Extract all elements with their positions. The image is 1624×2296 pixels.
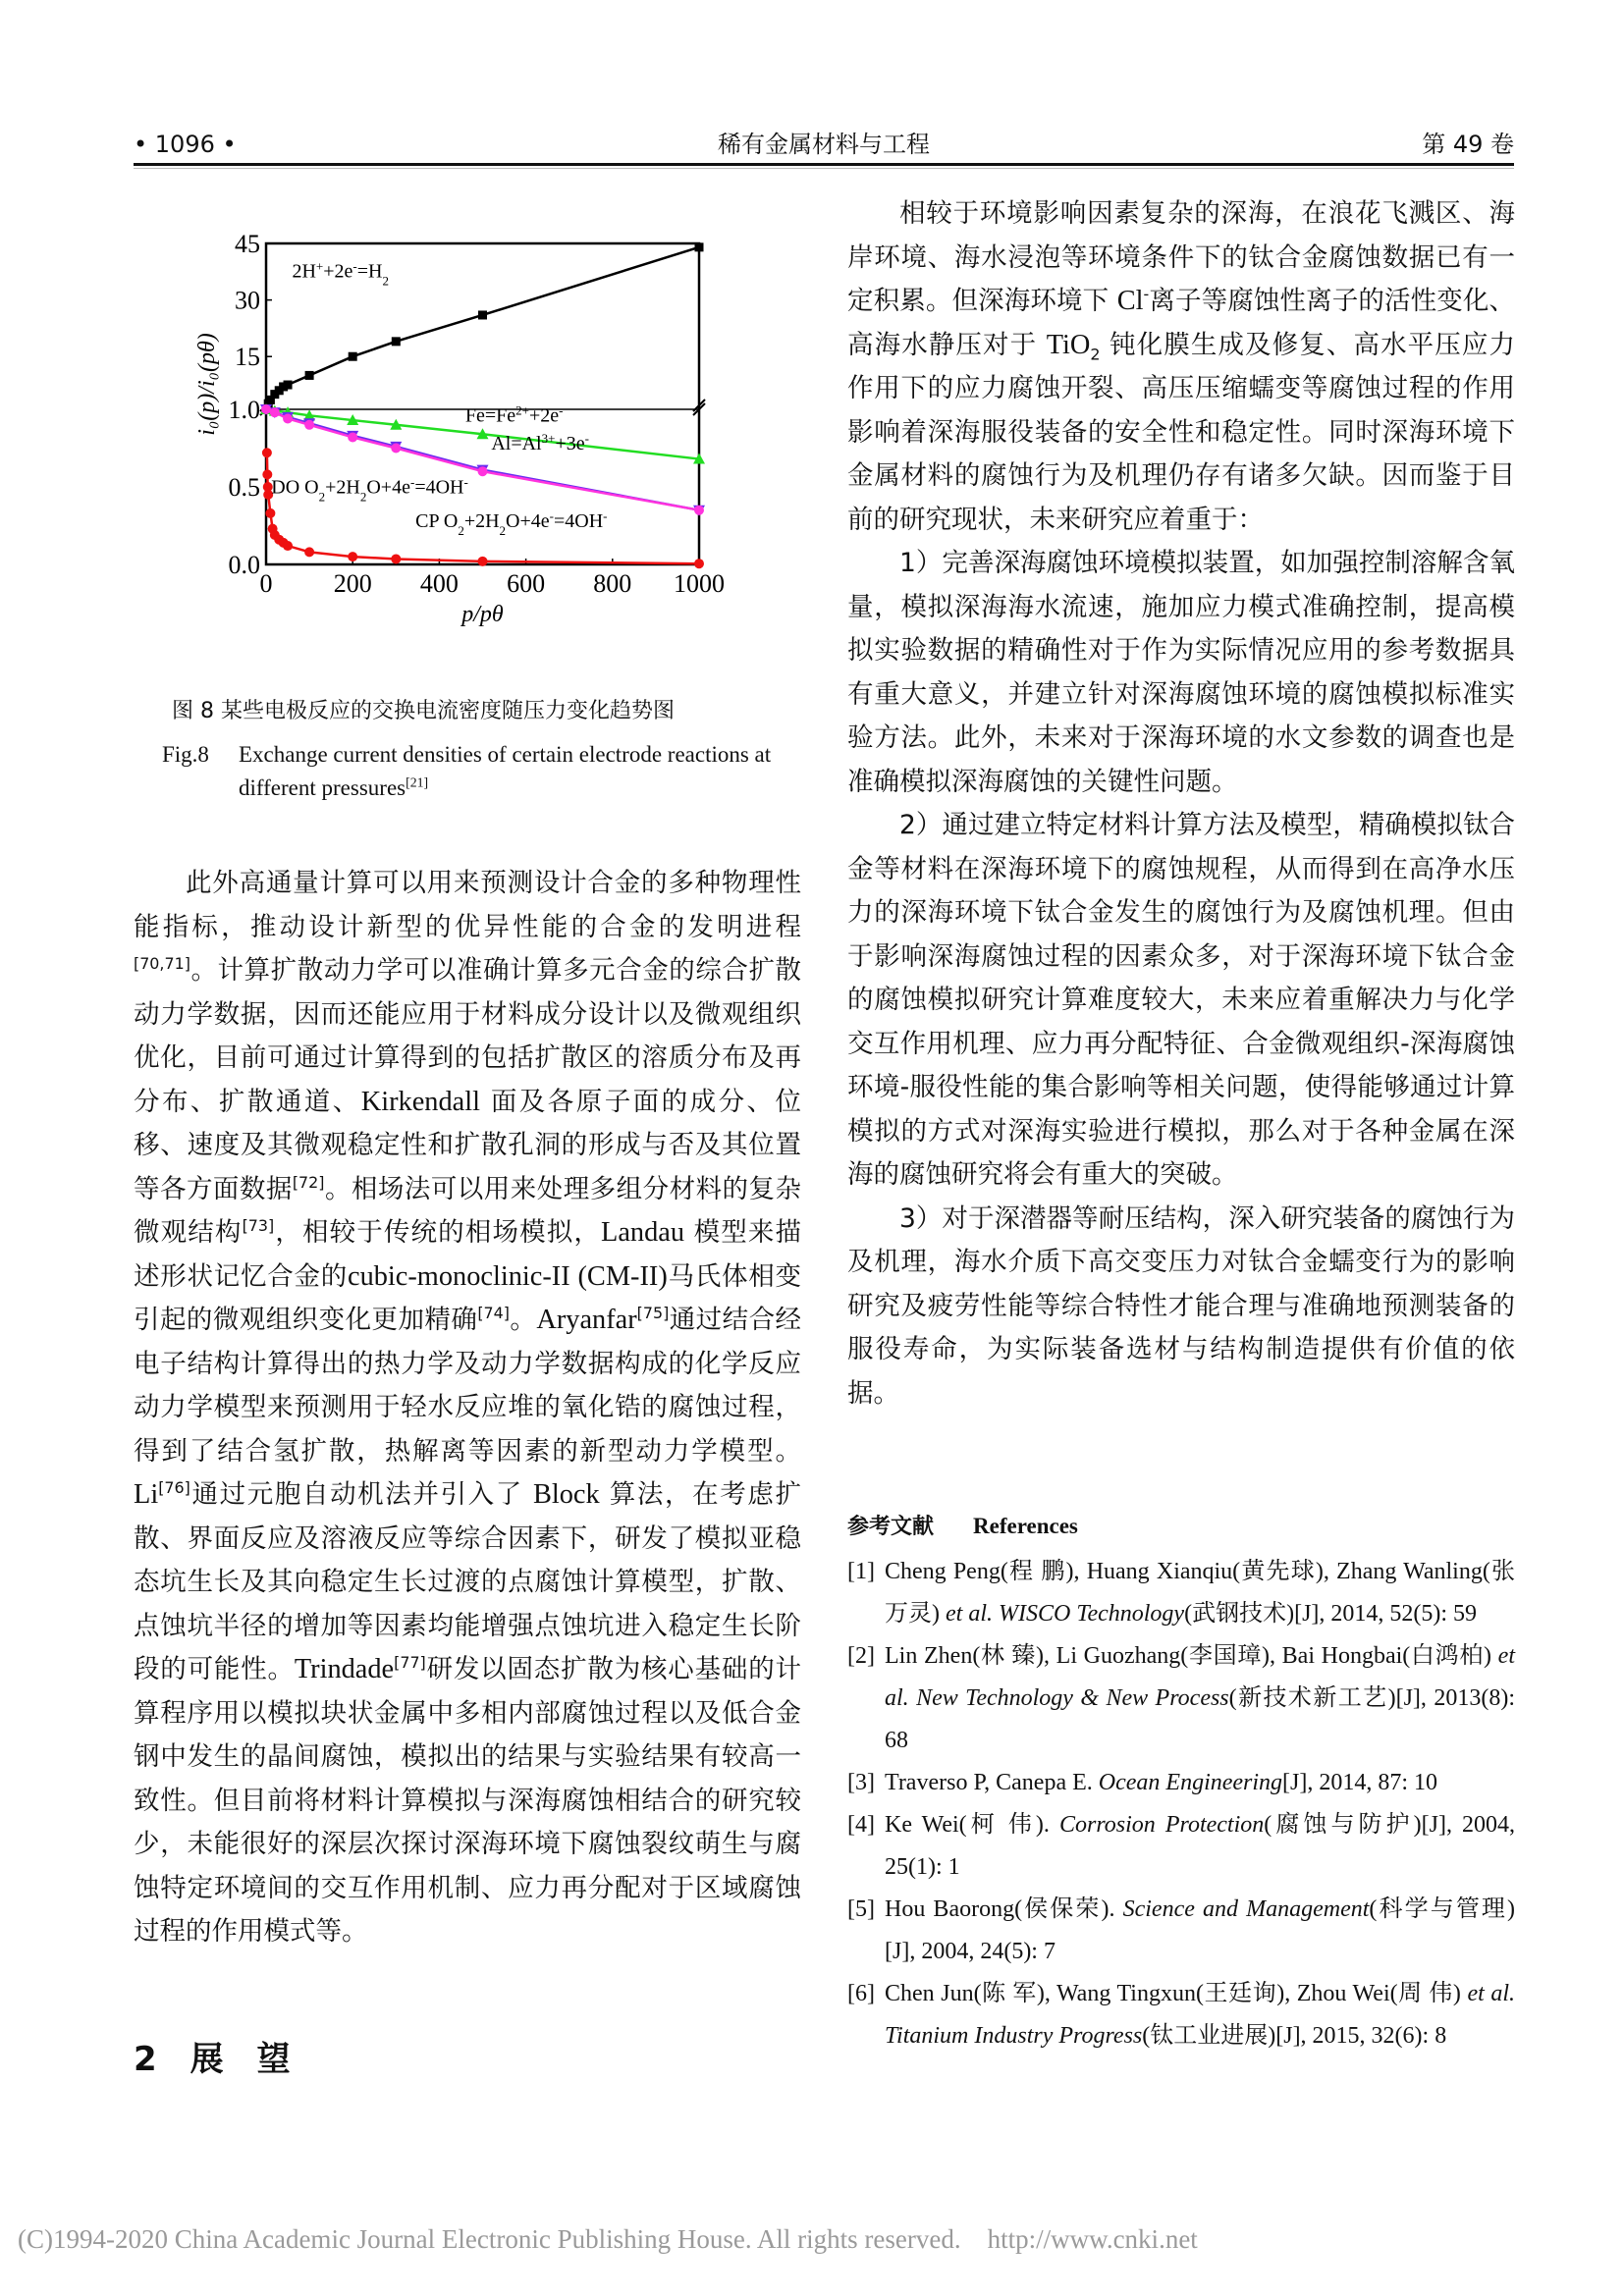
label-do-reaction: DO $O_2+2H_2O+4e^-=4OH^-$ [271, 473, 468, 504]
figure-caption-cn: 图 8 某些电极反应的交换电流密度随压力变化趋势图 [172, 699, 675, 723]
reference-list [847, 1551, 1515, 2057]
latin-term: Kirkendall [360, 1086, 480, 1117]
latin-term: Aryanfar [536, 1305, 637, 1335]
reference-item [847, 1762, 1515, 1804]
page-number: • 1096 • [134, 131, 237, 158]
chemical-formula: TiO [1046, 329, 1091, 360]
figure-caption-en [162, 738, 810, 805]
subscript: 2 [1090, 344, 1101, 363]
citation: [70,71] [134, 954, 190, 974]
caption-line-1: Exchange current densities of certain electrode reactions at [239, 742, 772, 767]
running-header [134, 128, 1514, 161]
text-run: 钝化膜生成及修复、高水平压应力作用下的应力腐蚀开裂、高压压缩蠕变等腐蚀过程的作用影响着深海服役装备的安全性和稳定性。同时深海环境下金属材料的腐蚀行为及机理仍存有诸多欠缺。因而鉴于目前的研究现状，未来研究应着重于： [847, 329, 1515, 535]
references-heading [847, 1510, 1078, 1540]
data-point [348, 432, 357, 442]
text-run: 。 [509, 1305, 537, 1335]
citation: [77] [394, 1653, 426, 1673]
y-axis-label: i₀(p)/i₀(pθ) [194, 333, 220, 436]
data-point [305, 371, 314, 380]
data-point [304, 420, 314, 430]
reference-authors: Chen Jun(陈 军), Wang Tingxun(王廷询), Zhou Wei(周 伟) [885, 1981, 1468, 2006]
exchange-current-density-plot [177, 221, 746, 633]
body-paragraph [134, 862, 801, 1954]
journal-title: 稀有金属材料与工程 [718, 131, 930, 158]
text-run: 。相场法可以用来处理多组分材料的复杂微观结构 [134, 1173, 801, 1248]
reference-authors: Hou Baorong(侯保荣). [885, 1896, 1123, 1922]
data-point [392, 337, 401, 346]
x-tick-label: 400 [419, 569, 459, 598]
caption-citation: [21] [406, 774, 429, 790]
chemical-symbol: Cl [1116, 286, 1144, 316]
text-run: 算法，在考虑扩散、界面反应及溶液反应等综合因素下，研发了模拟亚稳态坑生长及其向稳定生长过渡的点腐蚀计算模型，扩散、点蚀坑半径的增加等因素均能增强点蚀坑进入稳定生长阶段的可能性。 [134, 1479, 801, 1684]
citation: [72] [292, 1172, 325, 1192]
x-tick-label: 200 [333, 569, 372, 598]
latin-term: Li [134, 1479, 159, 1510]
data-point [694, 559, 704, 568]
data-point [270, 407, 280, 417]
data-point [349, 352, 357, 361]
volume-number: 第 49 卷 [1422, 131, 1514, 158]
x-tick-label: 600 [507, 569, 546, 598]
copyright-footer [18, 2224, 1198, 2255]
text-run: 。计算扩散动力学可以准确计算多元合金的综合扩散动力学数据，因而还能应用于材料成分设计以及微观组织优化，目前可通过计算得到的包括扩散区的溶质分布及再分布、扩散通道、 [134, 955, 801, 1117]
reference-journal: Ocean Engineering [1098, 1770, 1283, 1795]
reference-number: [6] [847, 1981, 875, 2006]
header-rule [134, 163, 1514, 166]
section-title-char: 展 [189, 2040, 224, 2079]
text-run: 研发以固态扩散为核心基础的计算程序用以模拟块状金属中多相内部腐蚀过程以及低合金钢中发生的晶间腐蚀，模拟出的结果与实验结果有较高一致性。但目前将材料计算模拟与深海腐蚀相结合的研究较少，未能很好的深层次探讨深海环境下腐蚀裂纹萌生与腐蚀特定环境间的交互作用机制、应力再分配对于区域腐蚀过程的作用模式等。 [134, 1654, 802, 1947]
text-run: ，相较于传统的相场模拟， [274, 1217, 602, 1248]
reference-details: (科学与管理)[J], 2004, 24(5): 7 [885, 1896, 1516, 1964]
figure-label: Fig.8 [162, 742, 209, 767]
reference-number: [4] [847, 1812, 875, 1838]
x-tick-label: 1000 [674, 569, 725, 598]
left-column-body [134, 862, 801, 1954]
y-tick-label: 1.0 [228, 396, 260, 424]
reference-authors: Lin Zhen(林 臻), Li Guozhang(李国璋), Bai Hongbai(白鸿柏) [885, 1643, 1498, 1669]
text-run: 离子等腐蚀性离子的活性变化、高海水静压对于 [847, 286, 1515, 360]
figure-8-chart [177, 221, 746, 633]
cnki-link[interactable]: http://www.cnki.net [987, 2224, 1198, 2254]
caption-line-2: different pressures [239, 775, 406, 800]
reference-number: [3] [847, 1770, 875, 1795]
reference-item [847, 1551, 1515, 1635]
text-run: 相较于环境影响因素复杂的深海，在浪花飞溅区、海岸环境、海水浸泡等环境条件下的钛合金腐蚀数据已有一定积累。但深海环境下 [847, 198, 1515, 316]
section-heading-outlook [134, 2032, 324, 2080]
reference-item [847, 1804, 1515, 1889]
section-number: 2 [134, 2040, 157, 2079]
data-point [478, 557, 488, 566]
data-point [284, 381, 293, 390]
reference-number: [2] [847, 1643, 875, 1669]
header-rule-thin [134, 168, 1514, 169]
copyright-text: (C)1994-2020 China Academic Journal Electronic Publishing House. All rights reserved. [18, 2224, 961, 2254]
reference-journal: et al. New Technology & New Process [885, 1643, 1515, 1711]
x-tick-label: 800 [593, 569, 632, 598]
y-tick-label: 30 [235, 286, 260, 315]
outlook-item-3: 3）对于深潜器等耐压结构，深入研究装备的腐蚀行为及机理，海水介质下高交变压力对钛合金蠕变行为的影响研究及疲劳性能等综合特性才能合理与准确地预测装备的服役寿命，为实际装备选材与结构制造提供有价值的依据。 [847, 1202, 1515, 1409]
reference-item [847, 1973, 1515, 2057]
reference-item [847, 1889, 1515, 1973]
label-fe-reaction: $Fe=Fe^{2+}+2e^-$ [464, 402, 564, 427]
data-point [283, 413, 293, 423]
y-tick-label: 0.5 [228, 473, 260, 502]
data-point [261, 404, 271, 414]
reference-authors: Ke Wei(柯 伟). [885, 1812, 1059, 1838]
right-column-body [847, 192, 1515, 1415]
x-axis-label: p/pθ [461, 602, 504, 627]
latin-term: cubic-monoclinic-II (CM-II) [347, 1260, 668, 1292]
label-al-reaction: $Al=Al^{3+}+3e^-$ [491, 430, 589, 455]
data-point [391, 554, 401, 563]
x-tick-label: 0 [259, 569, 273, 598]
citation: [75] [636, 1304, 670, 1323]
citation: [74] [477, 1304, 510, 1323]
data-point [283, 541, 293, 551]
y-tick-label: 15 [235, 343, 260, 372]
data-point [262, 448, 272, 457]
y-tick-label: 0.0 [228, 551, 260, 579]
reference-authors: Cheng Peng(程 鹏), Huang Xianqiu(黄先球), Zhang Wanling(张万灵) [885, 1559, 1515, 1627]
label-h2-reaction: $2H^++2e^-=H_2$ [292, 258, 389, 289]
latin-term: Landau [601, 1217, 685, 1248]
reference-item [847, 1635, 1515, 1762]
reference-journal: Corrosion Protection [1058, 1812, 1265, 1838]
text-run: 面及各原子面的成分、位移、速度及其微观稳定性和扩散孔洞的形成与否及其位置等各方面数据 [134, 1086, 801, 1204]
latin-term: Block [532, 1479, 600, 1510]
text-run: 模型来描述形状记忆合金的 [134, 1217, 801, 1292]
label-cp-reaction: CP $O_2+2H_2O+4e^-=4OH^-$ [415, 507, 608, 538]
citation: [73] [242, 1216, 275, 1236]
reference-journal: et al. WISCO Technology [946, 1601, 1185, 1627]
data-point [304, 547, 314, 557]
section-title-char: 望 [256, 2040, 291, 2079]
data-point [695, 242, 704, 251]
data-point [391, 444, 401, 454]
data-point [348, 552, 357, 561]
text-run: 此外高通量计算可以用来预测设计合金的多种物理性能指标，推动设计新型的优异性能的合金的发明进程 [134, 868, 801, 942]
reference-number: [5] [847, 1896, 875, 1922]
citation: [76] [158, 1478, 190, 1498]
reference-details: (新技术新工艺)[J], 2013(8): 68 [885, 1685, 1515, 1753]
ion-charge: - [1143, 285, 1150, 304]
reference-journal: et al. Titanium Industry Progress [885, 1981, 1515, 2049]
reference-details: [J], 2014, 87: 10 [1282, 1770, 1438, 1795]
references-title-cn: 参考文献 [847, 1515, 935, 1539]
references-title-en: References [973, 1514, 1078, 1538]
latin-term: Trindade [294, 1654, 395, 1684]
reference-details: (腐蚀与防护)[J], 2004, 25(1): 1 [885, 1812, 1516, 1880]
reference-details: (钛工业进展)[J], 2015, 32(6): 8 [1142, 2023, 1447, 2049]
reference-journal: Science and Management [1122, 1896, 1370, 1922]
intro-paragraph [847, 192, 1515, 542]
text-run: 马氏体相变引起的微观组织变化更加精确 [134, 1260, 802, 1335]
data-point [694, 506, 704, 515]
text-run: 通过结合经电子结构计算得出的热力学及动力学数据构成的化学反应动力学模型来预测用于轻水反应堆的氧化锆的腐蚀过程，得到了结合氢扩散，热解离等因素的新型动力学模型。 [134, 1305, 802, 1467]
data-point [265, 508, 275, 518]
reference-details: (武钢技术)[J], 2014, 52(5): 59 [1184, 1601, 1478, 1627]
text-run: 通过元胞自动机法并引入了 [189, 1479, 533, 1510]
outlook-item-2: 2）通过建立特定材料计算方法及模型，精确模拟钛合金等材料在深海环境下的腐蚀规程，从而得到在高净水压力的深海环境下钛合金发生的腐蚀行为及腐蚀机理。但由于影响深海腐蚀过程的因素众多，对于深海环境下钛合金的腐蚀模拟研究计算难度较大，未来应着重解决力与化学交互作用机理、应力再分配特征、合金微观组织-深海腐蚀环境-服役性能的集合影响等相关问题，使得能够通过计算模拟的方式对深海实验进行模拟，那么对于各种金属在深海的腐蚀研究将会有重大的突破。 [847, 810, 1515, 1190]
y-tick-label: 45 [235, 230, 260, 258]
reference-authors: Traverso P, Canepa E. [885, 1770, 1099, 1795]
data-point [478, 466, 488, 476]
reference-number: [1] [847, 1559, 875, 1584]
data-point [478, 310, 487, 319]
outlook-item-1: 1）完善深海腐蚀环境模拟装置，如加强控制溶解含氧量，模拟深海海水流速，施加应力模式准确控制，提高模拟实验数据的精确性对于作为实际情况应用的参考数据具有重大意义，并建立针对深海腐蚀环境的腐蚀模拟标准实验方法。此外，未来对于深海环境的水文参数的调查也是准确模拟深海腐蚀的关键性问题。 [847, 548, 1515, 797]
